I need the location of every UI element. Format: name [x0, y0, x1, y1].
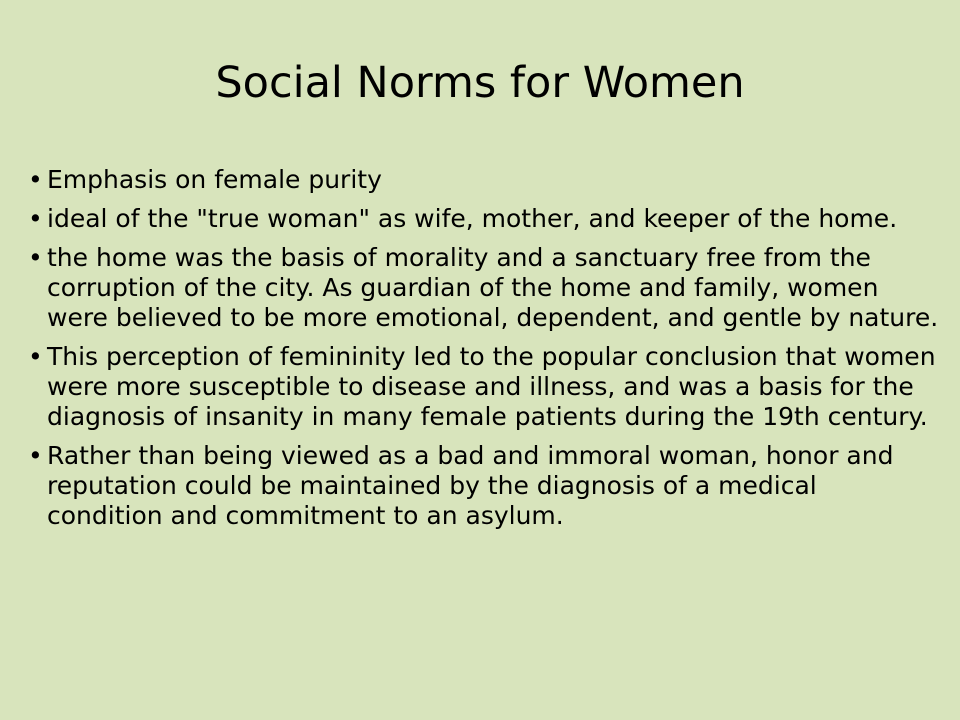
bullet-item — [28, 243, 940, 333]
bullet-dot-icon: • — [28, 243, 43, 272]
bullet-dot-icon: • — [28, 342, 43, 371]
bullet-text: This perception of femininity led to the popular conclusion that women were more susceptible to disease and illness, and was a basis for the diagnosis of insanity in many female patients during the 19th century. — [47, 342, 936, 431]
bullet-dot-icon: • — [28, 441, 43, 470]
bullet-item — [28, 165, 940, 195]
bullet-item — [28, 204, 940, 234]
bullet-text: ideal of the "true woman" as wife, mother, and keeper of the home. — [47, 204, 898, 233]
bullet-dot-icon: • — [28, 204, 43, 233]
bullet-list — [28, 165, 940, 540]
bullet-dot-icon: • — [28, 165, 43, 194]
bullet-item — [28, 441, 940, 531]
bullet-item — [28, 342, 940, 432]
bullet-text: the home was the basis of morality and a sanctuary free from the corruption of the city. As guardian of the home and family, women were believed to be more emotional, dependent, and gentle by nature. — [47, 243, 939, 332]
bullet-text: Rather than being viewed as a bad and immoral woman, honor and reputation could be maintained by the diagnosis of a medical condition and commitment to an asylum. — [47, 441, 894, 530]
slide-title: Social Norms for Women — [215, 58, 745, 108]
bullet-text: Emphasis on female purity — [47, 165, 382, 194]
